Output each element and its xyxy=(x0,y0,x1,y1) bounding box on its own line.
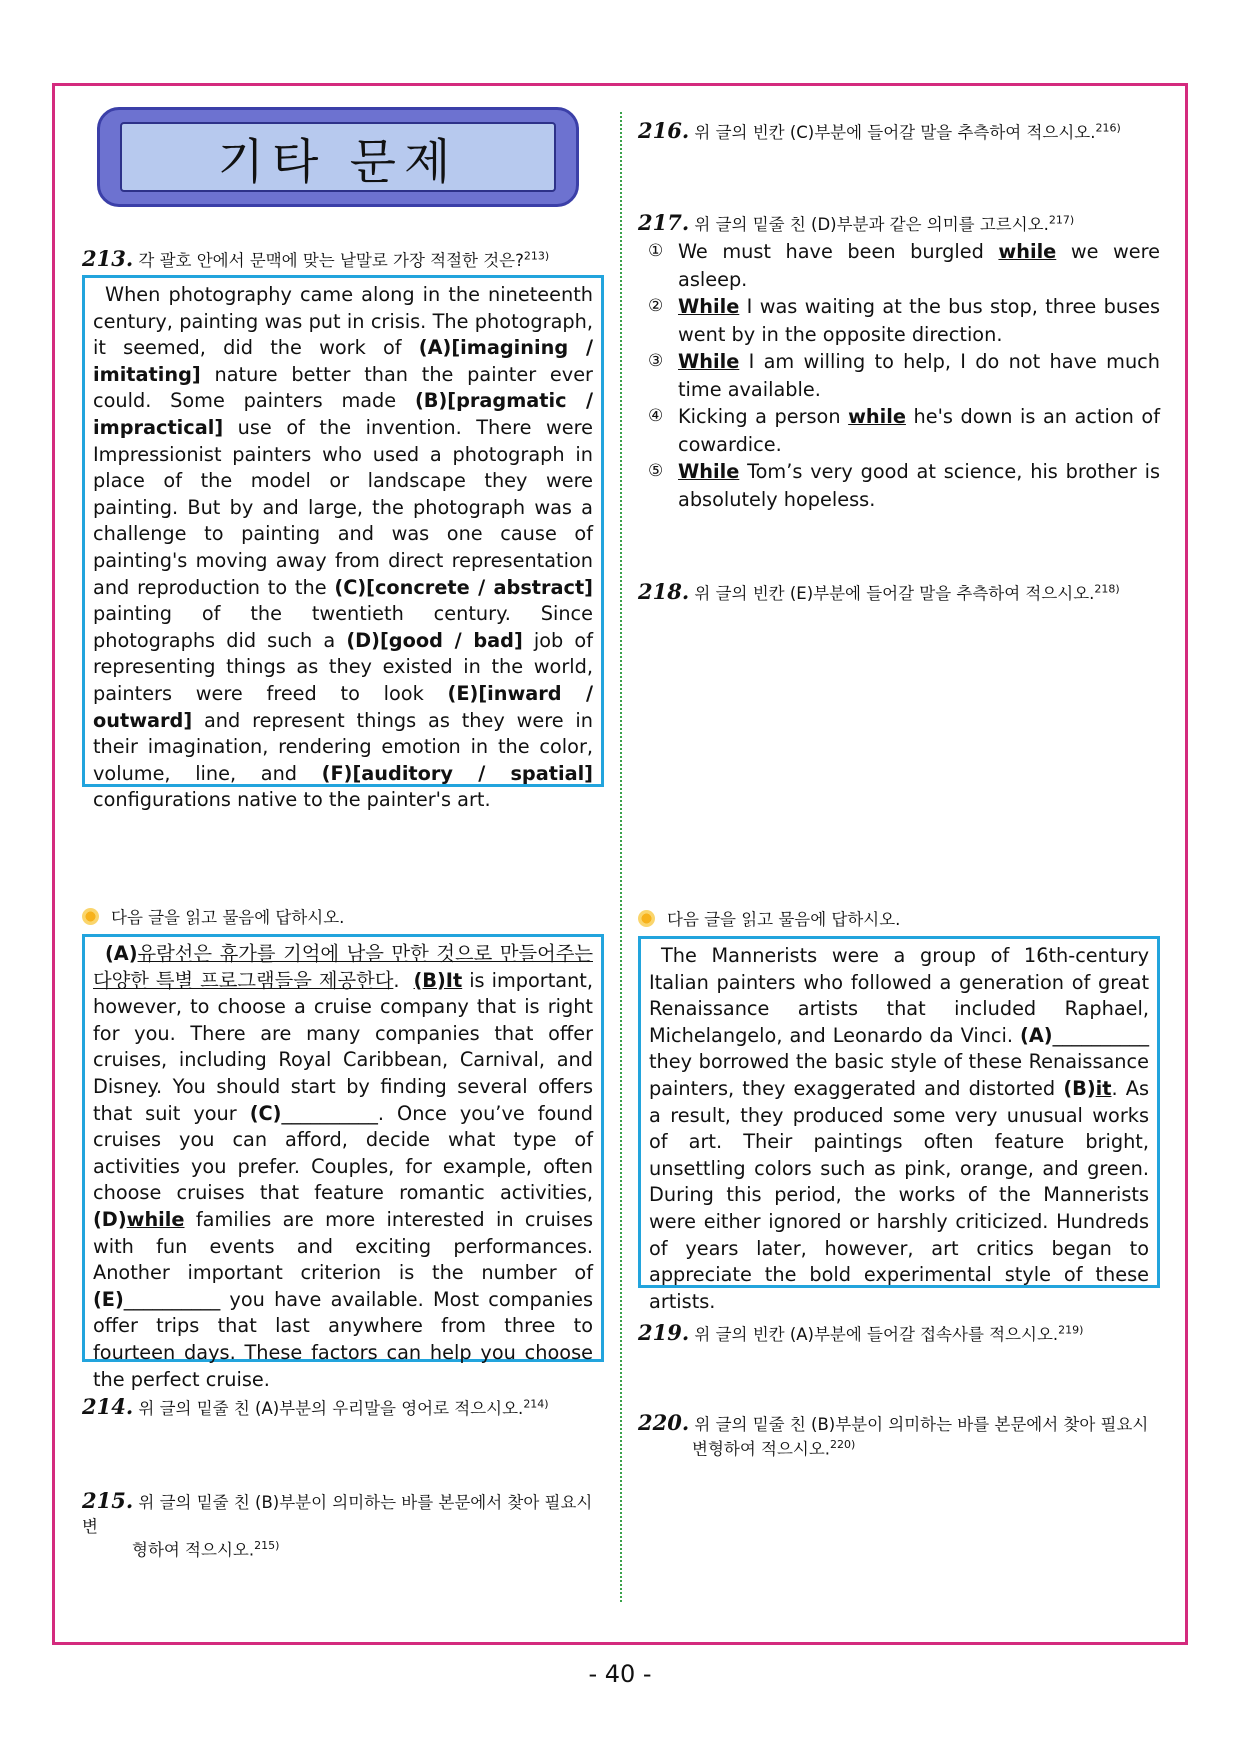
underlined-a: 유람선은 휴가를 기억에 남을 만한 것으로 만들어주는 다양한 특별 프로그램들을 제공한다 xyxy=(93,942,593,992)
passage-text: When photography came along in the nineteenth century, painting was put in crisis. The photograph, it seemed, did the work of xyxy=(93,283,593,360)
underlined-it: it xyxy=(1095,1076,1112,1100)
question-text: 위 글의 밑줄 친 (A)부분의 우리말을 영어로 적으시오. xyxy=(138,1399,524,1418)
title-banner xyxy=(97,107,579,207)
passage-photography xyxy=(82,275,604,812)
option-text: I was waiting at the bus stop, three buses went by in the opposite direction. xyxy=(678,295,1160,346)
passage-text: is important, however, to choose a cruise company that is right for you. There are many companies that offer cruises, including Royal Caribbean, Carnival, and Disney. You should start by finding several offers that suit your xyxy=(93,968,593,1125)
passage-text: they borrowed the basic style of these Renaissance painters, they exaggerated and distorted xyxy=(649,1050,1149,1100)
prompt-text: 다음 글을 읽고 물음에 답하시오. xyxy=(111,908,345,927)
question-text: 각 괄호 안에서 문맥에 맞는 낱말로 가장 적절한 것은? xyxy=(138,251,524,270)
passage-text: painting of the twentieth century. Since photographs did such a xyxy=(93,602,593,652)
question-214 xyxy=(82,1392,612,1421)
question-216 xyxy=(638,116,1178,145)
footnote-ref: 219) xyxy=(1058,1323,1084,1337)
passage-text: job of representing things as they existed in the world, painters were freed to look xyxy=(93,628,593,705)
option-mark: ① xyxy=(648,241,664,261)
passage-text: . Once you’ve found cruises you can afford, decide what type of activities you prefer. Couples, for example, often choose cruises that feature romantic activities, xyxy=(93,1101,593,1205)
options-217 xyxy=(648,238,1160,513)
passage-text: and represent things as they were in their imagination, rendering emotion in the color, volume, line, and xyxy=(93,708,593,785)
label-b: (B)It xyxy=(413,968,463,992)
footnote-ref: 216) xyxy=(1095,121,1121,135)
option-keyword: While xyxy=(678,295,740,318)
option-keyword: While xyxy=(678,460,740,483)
footnote-ref: 215) xyxy=(254,1539,280,1553)
label-e: (E) xyxy=(93,1287,124,1311)
prompt-right xyxy=(638,906,900,930)
footnote-ref: 220) xyxy=(830,1438,856,1452)
footnote-ref: 217) xyxy=(1048,213,1075,227)
question-217 xyxy=(638,208,1178,237)
label-b: (B) xyxy=(1063,1076,1096,1100)
option-4[interactable] xyxy=(648,403,1160,458)
question-number: 217. xyxy=(638,210,690,235)
question-number: 216. xyxy=(638,118,690,143)
blank-c: __________ xyxy=(281,1101,378,1125)
option-text: We must have been burgled xyxy=(678,240,999,263)
prompt-text: 다음 글을 읽고 물음에 답하시오. xyxy=(667,910,901,929)
question-text: 위 글의 빈칸 (C)부분에 들어갈 말을 추측하여 적으시오. xyxy=(694,123,1096,142)
column-divider xyxy=(620,112,622,1602)
punct: . xyxy=(393,968,400,992)
label-c: (C) xyxy=(249,1101,282,1125)
question-215 xyxy=(82,1486,612,1562)
question-text-cont: 변형하여 적으시오. xyxy=(692,1439,831,1459)
underlined-while: while xyxy=(126,1207,185,1231)
passage-cruise xyxy=(82,934,604,1391)
option-mark: ③ xyxy=(648,351,664,371)
footnote-ref: 218) xyxy=(1094,582,1120,596)
question-220 xyxy=(638,1408,1178,1461)
option-mark: ⑤ xyxy=(648,461,664,481)
question-number: 213. xyxy=(82,246,134,271)
option-mark: ② xyxy=(648,296,664,316)
passage-text: you have available. Most companies offer trips that last anywhere from three to fourteen days. These factors can help you choose the perfect cruise. xyxy=(93,1287,593,1391)
option-text: Tom’s very good at science, his brother is absolutely hopeless. xyxy=(678,460,1160,511)
page-number: - 40 - xyxy=(588,1660,652,1688)
choice-b: (B)[pragmatic / impractical] xyxy=(93,389,593,439)
question-219 xyxy=(638,1318,1178,1347)
flower-icon xyxy=(638,910,655,927)
choice-d: (D)[good / bad] xyxy=(346,628,523,652)
option-keyword: while xyxy=(848,405,906,428)
passage-text: . As a result, they produced some very unusual works of art. Their paintings often feature bright, unsettling colors such as pink, orange, and green. During this period, the works of the Mannerists were either ignored or harshly criticized. Hundreds of years later, however, art critics began to appreciate the bold experimental style of these artists. xyxy=(649,1076,1149,1313)
prompt-left xyxy=(82,904,344,928)
passage-text: nature better than the painter ever could. Some painters made xyxy=(93,362,593,413)
option-text: I am willing to help, I do not have much time available. xyxy=(678,350,1160,401)
flower-icon xyxy=(82,908,99,925)
option-keyword: While xyxy=(678,350,740,373)
passage-text: families are more interested in cruises with fun events and exciting performances. Another important criterion is the number of xyxy=(93,1207,593,1285)
question-213 xyxy=(82,244,602,273)
question-number: 218. xyxy=(638,579,690,604)
question-number: 214. xyxy=(82,1394,134,1419)
choice-e: (E)[inward / outward] xyxy=(93,681,593,732)
passage-mannerists xyxy=(638,936,1160,1313)
choice-a: (A)[imagining / imitating] xyxy=(93,336,593,386)
option-3[interactable] xyxy=(648,348,1160,403)
option-text: he's down is an action of cowardice. xyxy=(678,405,1160,456)
option-keyword: while xyxy=(998,240,1057,263)
title-inner xyxy=(120,122,556,192)
blank-e: __________ xyxy=(123,1287,221,1311)
question-number: 220. xyxy=(638,1410,690,1435)
label-d: (D) xyxy=(93,1207,127,1231)
passage-text: configurations native to the painter's art. xyxy=(93,788,491,812)
choice-f: (F)[auditory / spatial] xyxy=(321,761,593,785)
choice-c: (C)[concrete / abstract] xyxy=(334,575,593,599)
question-text: 위 글의 빈칸 (E)부분에 들어갈 말을 추측하여 적으시오. xyxy=(694,584,1095,603)
question-text: 위 글의 빈칸 (A)부분에 들어갈 접속사를 적으시오. xyxy=(694,1325,1059,1344)
footnote-ref: 214) xyxy=(523,1397,549,1411)
question-number: 215. xyxy=(82,1488,134,1513)
option-mark: ④ xyxy=(648,406,664,426)
question-text: 위 글의 밑줄 친 (D)부분과 같은 의미를 고르시오. xyxy=(694,215,1049,234)
question-text: 위 글의 밑줄 친 (B)부분이 의미하는 바를 본문에서 찾아 필요시 xyxy=(694,1415,1149,1434)
question-number: 219. xyxy=(638,1320,690,1345)
label-a: (A) xyxy=(1020,1023,1053,1047)
option-5[interactable] xyxy=(648,458,1160,513)
page-title: 기타 문제 xyxy=(217,133,459,190)
blank-a: __________ xyxy=(1052,1023,1149,1047)
question-218 xyxy=(638,577,1178,606)
option-2[interactable] xyxy=(648,293,1160,348)
question-text-cont: 형하여 적으시오. xyxy=(132,1540,255,1560)
passage-text: The Mannerists were a group of 16th-century Italian painters who followed a generation of great Renaissance artists that included Raphael, Michelangelo, and Leonardo da Vinci. xyxy=(649,944,1149,1047)
question-text: 위 글의 밑줄 친 (B)부분이 의미하는 바를 본문에서 찾아 필요시 변 xyxy=(82,1493,593,1537)
option-text: Kicking a person xyxy=(678,405,849,428)
footnote-ref: 213) xyxy=(523,249,550,263)
option-text: we were asleep. xyxy=(678,240,1161,291)
option-1[interactable] xyxy=(648,238,1160,293)
passage-text: use of the invention. There were Impressionist painters who used a photograph in place of the model or landscape they were painting. But by and large, the photograph was a challenge to painting and was one cause of painting's moving away from direct representation and reproduction to the xyxy=(93,415,593,599)
label-a: (A) xyxy=(105,942,138,965)
